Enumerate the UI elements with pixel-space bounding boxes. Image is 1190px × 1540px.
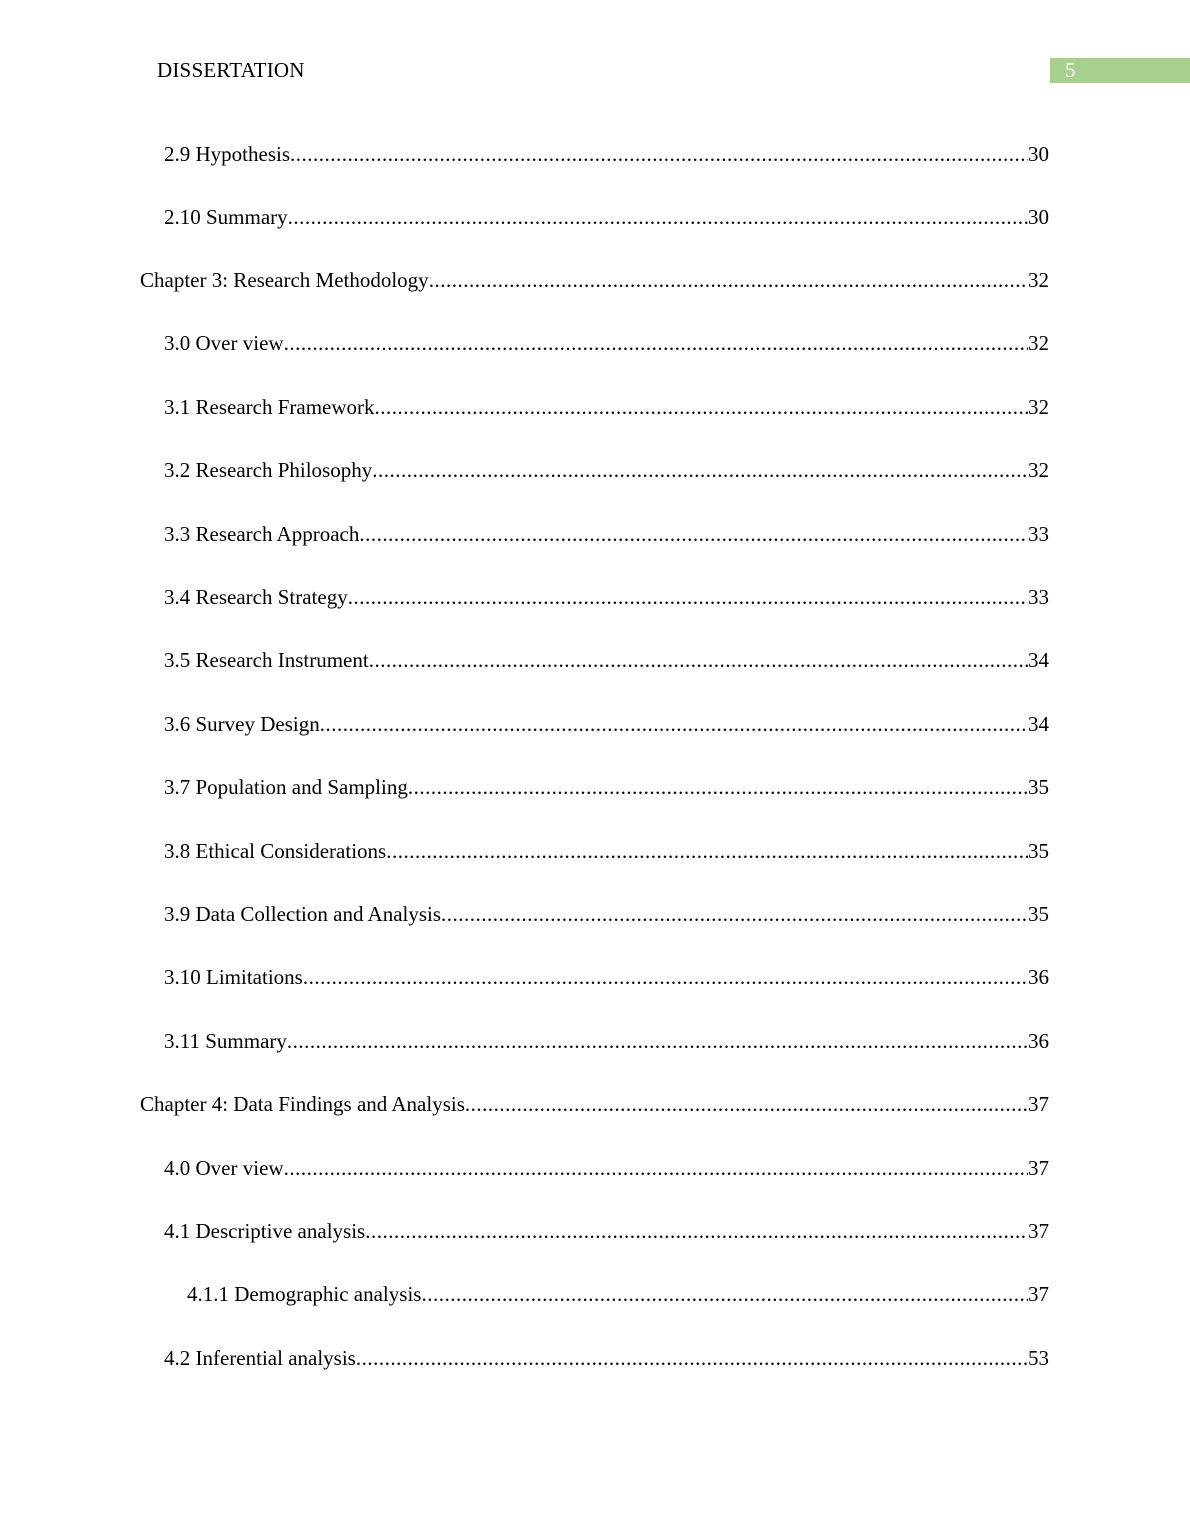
toc-entry-title: 3.4 Research Strategy xyxy=(164,585,348,609)
toc-entry-title: 4.0 Over view xyxy=(164,1156,284,1180)
toc-entry-title: 3.7 Population and Sampling xyxy=(164,775,408,799)
toc-entry[interactable] xyxy=(164,583,1049,611)
toc-entry-title: 3.10 Limitations xyxy=(164,965,303,989)
toc-dot-leader xyxy=(375,393,1028,421)
toc-dot-leader xyxy=(372,456,1028,484)
toc-entry-title: 4.1.1 Demographic analysis xyxy=(187,1282,422,1306)
toc-dot-leader xyxy=(465,1090,1028,1118)
toc-entry-page: 36 xyxy=(1028,965,1049,989)
toc-entry-title: 4.1 Descriptive analysis xyxy=(164,1219,366,1243)
toc-entry-title: Chapter 3: Research Methodology xyxy=(140,268,429,292)
toc-dot-leader xyxy=(365,1217,1028,1245)
toc-dot-leader xyxy=(421,1280,1028,1308)
toc-dot-leader xyxy=(290,140,1028,168)
toc-dot-leader xyxy=(288,203,1028,231)
toc-entry-title: 4.2 Inferential analysis xyxy=(164,1346,356,1370)
toc-entry[interactable] xyxy=(164,329,1049,357)
toc-entry[interactable] xyxy=(164,963,1049,991)
toc-entry[interactable] xyxy=(164,900,1049,928)
toc-entry-title: 2.9 Hypothesis xyxy=(164,142,290,166)
toc-dot-leader xyxy=(348,583,1028,611)
toc-dot-leader xyxy=(356,1344,1028,1372)
toc-dot-leader xyxy=(369,646,1028,674)
toc-entry[interactable] xyxy=(164,393,1049,421)
toc-entry-page: 32 xyxy=(1028,395,1049,419)
toc-entry-title: 3.2 Research Philosophy xyxy=(164,458,373,482)
toc-entry-page: 37 xyxy=(1028,1219,1049,1243)
toc-entry-page: 37 xyxy=(1028,1156,1049,1180)
toc-entry-page: 35 xyxy=(1028,839,1049,863)
toc-entry-page: 30 xyxy=(1028,142,1049,166)
toc-entry[interactable] xyxy=(164,1154,1049,1182)
toc-entry-title: 3.0 Over view xyxy=(164,331,284,355)
toc-entry-page: 32 xyxy=(1028,458,1049,482)
toc-entry-title: 3.9 Data Collection and Analysis xyxy=(164,902,442,926)
toc-dot-leader xyxy=(359,520,1028,548)
toc-entry[interactable] xyxy=(164,1027,1049,1055)
page-number-badge xyxy=(1050,58,1190,83)
toc-entry-page: 37 xyxy=(1028,1282,1049,1306)
toc-entry[interactable] xyxy=(187,1280,1049,1308)
toc-entry-page: 30 xyxy=(1028,205,1049,229)
toc-entry-title: 2.10 Summary xyxy=(164,205,288,229)
toc-entry[interactable] xyxy=(164,456,1049,484)
toc-entry[interactable] xyxy=(140,266,1049,294)
toc-entry-page: 37 xyxy=(1028,1092,1049,1116)
toc-dot-leader xyxy=(320,710,1028,738)
toc-entry-page: 35 xyxy=(1028,902,1049,926)
toc-entry[interactable] xyxy=(164,140,1049,168)
toc-entry[interactable] xyxy=(164,646,1049,674)
toc-entry-title: 3.5 Research Instrument xyxy=(164,648,369,672)
toc-entry-page: 35 xyxy=(1028,775,1049,799)
toc-entry-page: 33 xyxy=(1028,585,1049,609)
toc-entry-page: 34 xyxy=(1028,648,1049,672)
toc-dot-leader xyxy=(284,329,1028,357)
toc-dot-leader xyxy=(386,837,1028,865)
toc-entry-page: 32 xyxy=(1028,331,1049,355)
toc-entry-title: 3.3 Research Approach xyxy=(164,522,360,546)
toc-entry[interactable] xyxy=(164,203,1049,231)
toc-entry-title: 3.6 Survey Design xyxy=(164,712,320,736)
toc-entry-title: Chapter 4: Data Findings and Analysis xyxy=(140,1092,465,1116)
toc-dot-leader xyxy=(303,963,1028,991)
toc-entry-page: 36 xyxy=(1028,1029,1049,1053)
toc-entry[interactable] xyxy=(164,710,1049,738)
toc-dot-leader xyxy=(287,1027,1028,1055)
page-number: 5 xyxy=(1065,58,1076,82)
toc-entry-page: 53 xyxy=(1028,1346,1049,1370)
toc-entry[interactable] xyxy=(164,837,1049,865)
toc-dot-leader xyxy=(429,266,1028,294)
toc-entry[interactable] xyxy=(140,1090,1049,1118)
running-header-title: DISSERTATION xyxy=(157,58,305,82)
toc-entry-page: 33 xyxy=(1028,522,1049,546)
toc-entry-page: 32 xyxy=(1028,268,1049,292)
toc-entry[interactable] xyxy=(164,1217,1049,1245)
toc-entry[interactable] xyxy=(164,520,1049,548)
toc-dot-leader xyxy=(284,1154,1028,1182)
toc-dot-leader xyxy=(408,773,1028,801)
toc-entry[interactable] xyxy=(164,773,1049,801)
toc-entry-title: 3.8 Ethical Considerations xyxy=(164,839,387,863)
toc-entry[interactable] xyxy=(164,1344,1049,1372)
toc-dot-leader xyxy=(441,900,1028,928)
toc-entry-page: 34 xyxy=(1028,712,1049,736)
toc-entry-title: 3.11 Summary xyxy=(164,1029,287,1053)
toc-entry-title: 3.1 Research Framework xyxy=(164,395,375,419)
